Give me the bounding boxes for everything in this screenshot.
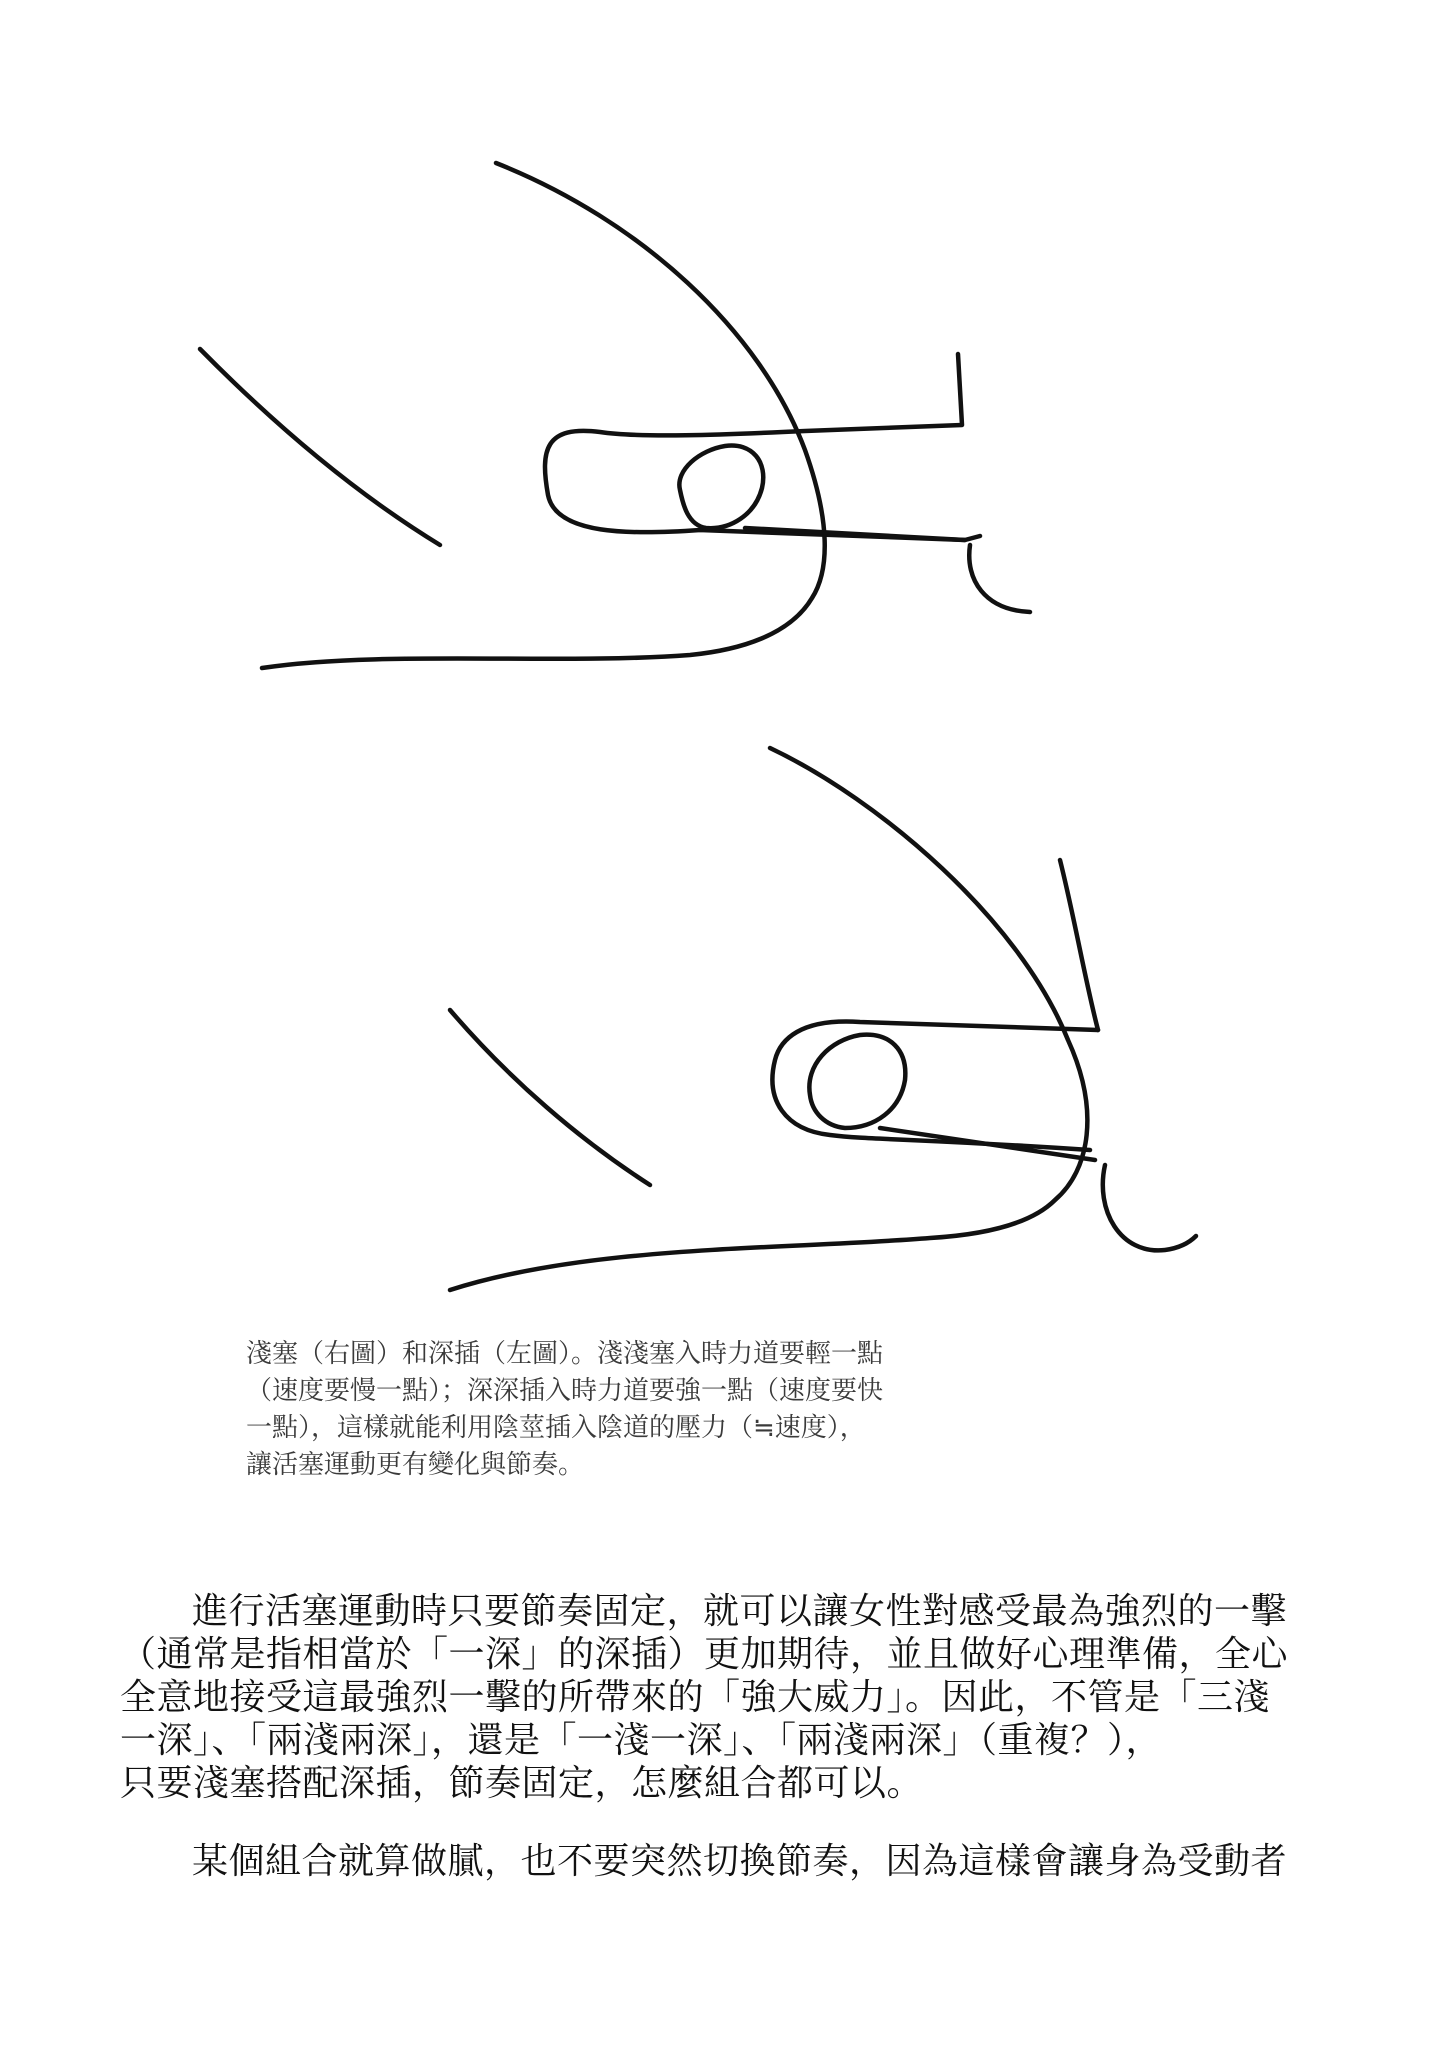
caption-line: 讓活塞運動更有變化與節奏。	[246, 1450, 585, 1480]
shaft-inner-line	[880, 1128, 1095, 1160]
testicle-curve	[1103, 1165, 1196, 1250]
body-line: 一深」、「兩淺兩深」，還是「一淺一深」、「兩淺兩深」（重複？），	[120, 1720, 1163, 1761]
shallow-insertion-drawing	[200, 163, 1030, 668]
body-text	[120, 1590, 1350, 1883]
caption-line: 一點），這樣就能利用陰莖插入陰道的壓力（≒速度），	[246, 1413, 866, 1443]
deep-insertion-drawing	[450, 748, 1196, 1290]
outer-line	[1060, 860, 1098, 1030]
penis-head	[679, 445, 763, 528]
caption-line: （速度要慢一點）；深深插入時力道要強一點（速度要快	[246, 1376, 884, 1406]
caption-line: 淺塞（右圖）和深插（左圖）。淺淺塞入時力道要輕一點	[246, 1339, 884, 1369]
upper-body-curve	[450, 748, 1087, 1290]
penis-outline	[545, 354, 980, 540]
body-line: 全意地接受這最強烈一擊的所帶來的「強大威力」。因此，不管是「三淺	[120, 1677, 1271, 1718]
paragraph-gap	[120, 1805, 1350, 1840]
left-body-line	[450, 1010, 650, 1185]
body-line: （通常是指相當於「一深」的深插）更加期待，並且做好心理準備，全心	[120, 1634, 1289, 1675]
testicle-curve	[969, 545, 1030, 612]
upper-body-curve	[262, 163, 825, 668]
penis-head	[809, 1035, 905, 1128]
body-line: 某個組合就算做膩，也不要突然切換節奏，因為這樣會讓身為受動者	[192, 1841, 1288, 1882]
left-body-line	[200, 349, 440, 545]
body-line: 只要淺塞搭配深插，節奏固定，怎麼組合都可以。	[120, 1763, 924, 1804]
body-line: 進行活塞運動時只要節奏固定，就可以讓女性對感受最為強烈的一擊	[192, 1591, 1288, 1632]
penis-outline	[772, 1022, 1098, 1150]
figure-caption	[246, 1336, 966, 1484]
